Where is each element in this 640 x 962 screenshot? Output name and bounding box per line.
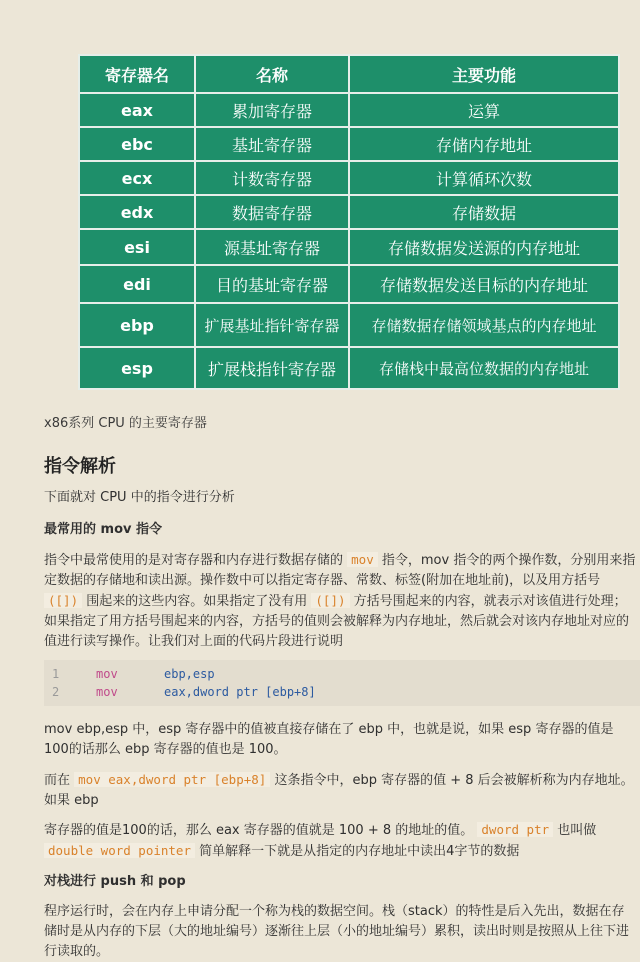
cell-register: ebc <box>79 127 195 161</box>
text: 而在 <box>44 773 71 788</box>
cell-name: 数据寄存器 <box>195 195 349 229</box>
paragraph-ebp-offset <box>44 770 636 811</box>
text: 围起来的这些内容。如果指定了没有用 <box>86 594 308 609</box>
header-register-name: 寄存器名 <box>79 55 195 93</box>
cell-register: esi <box>79 229 195 265</box>
table-row <box>79 127 619 161</box>
cell-function: 存储数据发送源的内存地址 <box>349 229 619 265</box>
cell-register: edi <box>79 265 195 303</box>
table-row <box>79 195 619 229</box>
inline-code: mov <box>347 552 378 567</box>
code-block <box>44 660 640 706</box>
subheading-push-pop: 对栈进行 push 和 pop <box>44 874 186 889</box>
paragraph-mov-ebp-esp: mov ebp,esp 中，esp 寄存器中的值被直接存储在了 ebp 中，也就是说，如果 esp 寄存器的值是100的话那么 ebp 寄存器的值也是 100。 <box>44 722 614 757</box>
text: 简单解释一下就是从指定的内存地址中读出4字节的数据 <box>199 844 520 859</box>
cell-name: 扩展基址指针寄存器 <box>195 303 349 347</box>
cell-name: 扩展栈指针寄存器 <box>195 347 349 389</box>
cell-function: 运算 <box>349 93 619 127</box>
text: 指令中最常使用的是对寄存器和内存进行数据存储的 <box>44 553 344 568</box>
cell-name: 源基址寄存器 <box>195 229 349 265</box>
text: 方括号围起来的内容，就表示对该值进行处理；如果指定了用方括号围起来的内容，方括号的值则会被解释为内存地址，然后就会对该内存地址对应的值进行读写操作。让我们对上面的代码片段进行说明 <box>44 594 630 649</box>
paragraph-dword-ptr <box>44 820 636 862</box>
cell-function: 存储数据 <box>349 195 619 229</box>
cell-register: esp <box>79 347 195 389</box>
section-title: 指令解析 <box>44 456 116 477</box>
table-row <box>79 161 619 195</box>
text: 指令，mov 指令的两个操作数，分别用来指定数据的存储地和读出源。操作数中可以指定寄存器、常数、标签(附加在地址前)，以及用方括号 <box>44 553 636 588</box>
inline-code: ([]) <box>44 593 82 608</box>
table-header-row <box>79 55 619 93</box>
table-row <box>79 347 619 389</box>
cell-register: ebp <box>79 303 195 347</box>
code-args: eax,dword ptr [ebp+8] <box>164 685 316 699</box>
cell-function: 计算循环次数 <box>349 161 619 195</box>
cell-register: edx <box>79 195 195 229</box>
paragraph-mov <box>44 550 636 652</box>
intro-text: 下面就对 CPU 中的指令进行分析 <box>44 490 235 505</box>
cell-function: 存储数据发送目标的内存地址 <box>349 265 619 303</box>
cell-register: eax <box>79 93 195 127</box>
cell-register: ecx <box>79 161 195 195</box>
text: 这条指令中，ebp 寄存器的值 + 8 后会被解析称为内存地址。如果 ebp <box>44 773 634 808</box>
table-row <box>79 229 619 265</box>
cell-function: 存储数据存储领域基点的内存地址 <box>349 303 619 347</box>
inline-code: ([]) <box>311 593 349 608</box>
code-op: mov <box>96 667 118 681</box>
table-caption: x86系列 CPU 的主要寄存器 <box>44 416 207 431</box>
code-line <box>44 665 640 683</box>
cell-name: 计数寄存器 <box>195 161 349 195</box>
table-row <box>79 93 619 127</box>
inline-code: double word pointer <box>44 843 195 858</box>
text: 寄存器的值是100的话，那么 eax 寄存器的值就是 100 + 8 的地址的值。 <box>44 823 474 838</box>
header-main-function: 主要功能 <box>349 55 619 93</box>
code-args: ebp,esp <box>164 667 215 681</box>
cell-function: 存储内存地址 <box>349 127 619 161</box>
text: 也叫做 <box>557 823 597 838</box>
line-number: 2 <box>52 685 60 699</box>
inline-code: mov eax,dword ptr [ebp+8] <box>74 772 270 787</box>
paragraph-stack: 程序运行时，会在内存上申请分配一个称为栈的数据空间。栈（stack）的特性是后入先出，数据在存储时是从内存的下层（大的地址编号）逐渐往上层（小的地址编号）累积，读出时则是按照从上往下进行读取的。 <box>44 904 630 959</box>
cell-function: 存储栈中最高位数据的内存地址 <box>349 347 619 389</box>
subheading-mov: 最常用的 mov 指令 <box>44 522 163 537</box>
line-number: 1 <box>52 667 60 681</box>
table-row <box>79 265 619 303</box>
register-table <box>78 54 620 390</box>
code-line <box>44 683 640 701</box>
table-row <box>79 303 619 347</box>
cell-name: 目的基址寄存器 <box>195 265 349 303</box>
code-op: mov <box>96 685 118 699</box>
inline-code: dword ptr <box>477 822 553 837</box>
header-name: 名称 <box>195 55 349 93</box>
cell-name: 累加寄存器 <box>195 93 349 127</box>
cell-name: 基址寄存器 <box>195 127 349 161</box>
